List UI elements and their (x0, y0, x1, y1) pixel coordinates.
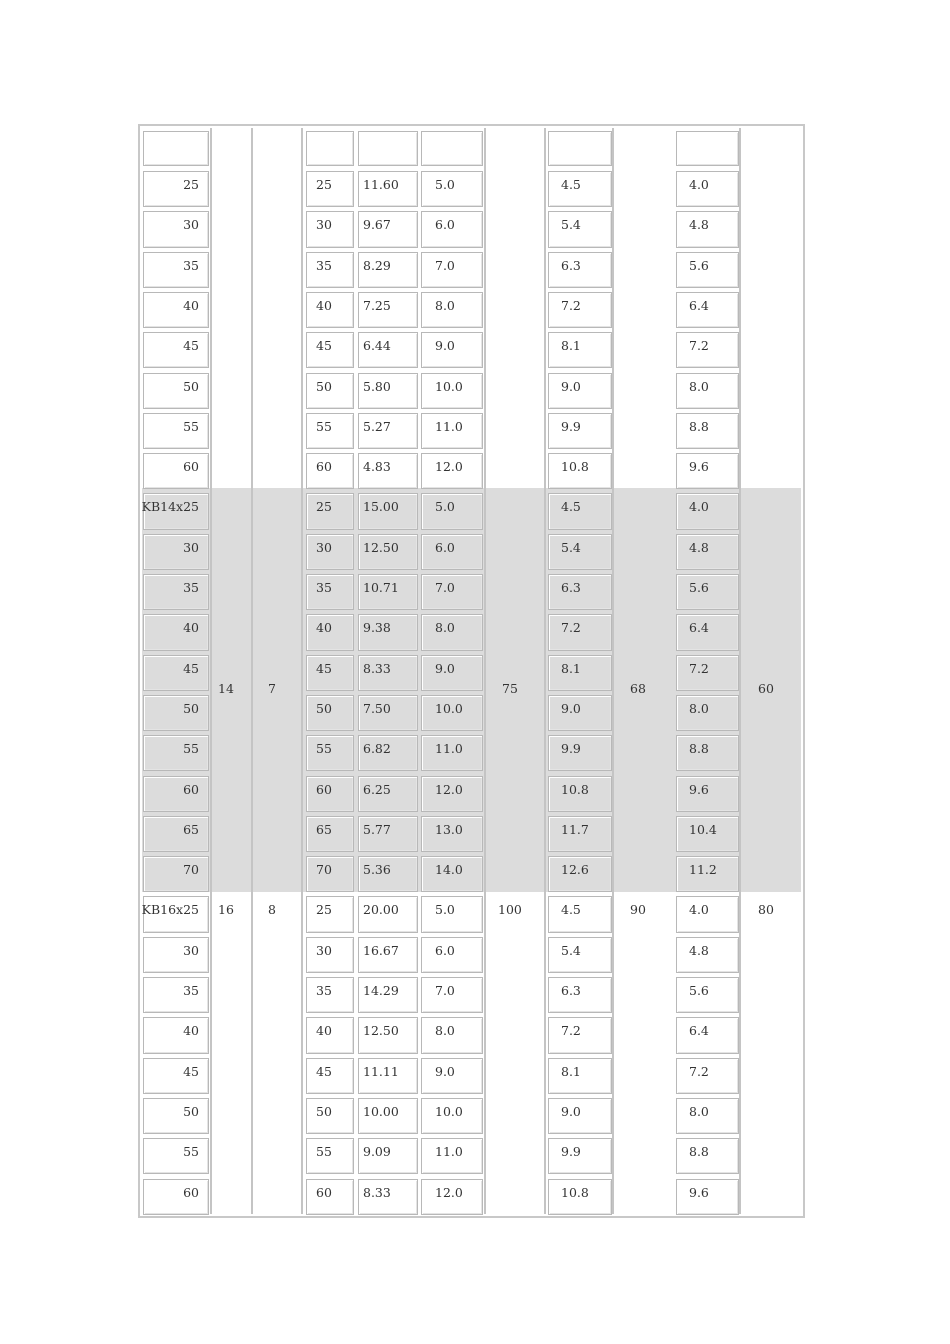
table-cell (143, 1138, 209, 1174)
cell-value: 30 (316, 217, 332, 233)
cell-value: 45 (183, 338, 199, 354)
cell-value: 40 (316, 297, 332, 313)
cell-value: 12.50 (363, 539, 399, 555)
cell-value: 7.0 (435, 983, 455, 998)
table-cell (143, 695, 209, 731)
cell-value: 5.0 (435, 902, 455, 918)
cell-value: 8.33 (363, 660, 391, 676)
cell-value: 9.0 (561, 378, 581, 394)
table-cell (143, 171, 209, 207)
cell-value: 7.0 (435, 580, 455, 595)
cell-value: 5.27 (363, 418, 391, 434)
cell-value: 12.0 (435, 459, 463, 475)
table-cell (143, 453, 209, 489)
cell-value: 9.0 (561, 1103, 581, 1119)
cell-value: 60 (316, 781, 332, 797)
table-cell (143, 735, 209, 771)
cell-value: 10.8 (561, 781, 589, 797)
cell-value: 6.3 (561, 580, 581, 595)
cell-value: 35 (183, 580, 199, 595)
cell-value: 4.5 (561, 499, 581, 515)
table-cell (143, 1017, 209, 1053)
cell-value: 5.0 (435, 499, 455, 515)
table-cell (143, 977, 209, 1013)
cell-value: 55 (183, 741, 199, 757)
cell-value: 10.8 (561, 1184, 589, 1200)
cell-value: 9.09 (363, 1144, 391, 1160)
table-cell (143, 252, 209, 288)
cell-value: 55 (316, 418, 332, 434)
table-cell (143, 332, 209, 368)
cell-value: 11.0 (435, 741, 463, 757)
header-cell (358, 131, 418, 166)
cell-value: 4.83 (363, 459, 391, 475)
table-cell (143, 534, 209, 570)
table-cell (143, 211, 209, 247)
header-cell (421, 131, 483, 166)
cell-value: 6.3 (561, 983, 581, 998)
cell-value: 50 (183, 1103, 199, 1119)
cell-value: 50 (183, 700, 199, 716)
span-value-kb16x25-col8: 90 (630, 902, 646, 917)
header-cell (143, 131, 209, 166)
cell-value: 40 (316, 1023, 332, 1039)
cell-value: 8.8 (689, 1144, 709, 1160)
cell-value: 6.3 (561, 257, 581, 273)
cell-value: 12.0 (435, 781, 463, 797)
table-cell (143, 373, 209, 409)
cell-value: 25 (316, 499, 332, 515)
cell-value: 8.29 (363, 257, 391, 273)
table-cell (143, 1179, 209, 1215)
cell-value: 35 (316, 257, 332, 273)
cell-value: 40 (316, 620, 332, 636)
cell-value: 10.8 (561, 459, 589, 475)
cell-value: 50 (316, 1103, 332, 1119)
table-cell (143, 1098, 209, 1134)
table-cell (143, 856, 209, 892)
group-label: KB14x25 (141, 499, 199, 515)
cell-value: 11.60 (363, 177, 399, 192)
table-cell (143, 776, 209, 812)
cell-value: 9.38 (363, 620, 391, 636)
cell-value: 9.0 (435, 1063, 455, 1079)
table-cell (143, 413, 209, 449)
column-divider (544, 128, 546, 1214)
cell-value: 9.67 (363, 217, 391, 233)
table-cell (143, 1058, 209, 1094)
cell-value: 5.0 (435, 177, 455, 192)
cell-value: 40 (183, 297, 199, 313)
cell-value: 15.00 (363, 499, 399, 515)
table-cell (143, 614, 209, 650)
cell-value: 9.9 (561, 418, 581, 434)
header-cell (676, 131, 739, 166)
cell-value: 35 (316, 983, 332, 998)
table-cell (143, 292, 209, 328)
cell-value: 7.2 (689, 338, 709, 354)
table-cell (143, 816, 209, 852)
cell-value: 10.4 (689, 821, 717, 837)
table-cell (143, 655, 209, 691)
cell-value: 8.0 (435, 297, 455, 313)
cell-value: 5.4 (561, 942, 581, 958)
cell-value: 8.0 (435, 1023, 455, 1039)
data-table (138, 124, 805, 1218)
cell-value: 25 (316, 177, 332, 192)
cell-value: 6.0 (435, 942, 455, 958)
cell-value: 8.1 (561, 338, 581, 354)
cell-value: 55 (183, 1144, 199, 1160)
cell-value: 5.6 (689, 983, 709, 998)
cell-value: 50 (316, 700, 332, 716)
cell-value: 10.0 (435, 700, 463, 716)
cell-value: 55 (316, 1144, 332, 1160)
cell-value: 14.0 (435, 862, 463, 878)
cell-value: 60 (316, 459, 332, 475)
cell-value: 5.4 (561, 217, 581, 233)
cell-value: 25 (316, 902, 332, 918)
cell-value: 5.77 (363, 821, 391, 837)
cell-value: 30 (183, 942, 199, 958)
cell-value: 4.0 (689, 499, 709, 515)
header-cell (306, 131, 354, 166)
span-value-kb16x25-col10: 80 (758, 902, 774, 917)
header-cell (548, 131, 612, 166)
cell-value: 20.00 (363, 902, 399, 918)
span-value-kb16x25-col2: 8 (268, 902, 276, 917)
cell-value: 7.2 (561, 1023, 581, 1039)
table-cell (143, 574, 209, 610)
cell-value: 60 (183, 1184, 199, 1200)
cell-value: 4.8 (689, 539, 709, 555)
cell-value: 6.4 (689, 297, 709, 313)
cell-value: 60 (316, 1184, 332, 1200)
span-value-kb14x25-col6: 75 (502, 681, 518, 696)
cell-value: 10.00 (363, 1103, 399, 1119)
cell-value: 8.1 (561, 1063, 581, 1079)
cell-value: 6.0 (435, 539, 455, 555)
cell-value: 14.29 (363, 983, 399, 998)
cell-value: 5.4 (561, 539, 581, 555)
cell-value: 10.0 (435, 1103, 463, 1119)
cell-value: 45 (316, 1063, 332, 1079)
cell-value: 4.5 (561, 177, 581, 192)
column-divider (612, 128, 614, 1214)
cell-value: 8.0 (435, 620, 455, 636)
cell-value: 10.0 (435, 378, 463, 394)
cell-value: 11.11 (363, 1063, 399, 1079)
cell-value: 5.6 (689, 257, 709, 273)
cell-value: 4.0 (689, 902, 709, 918)
cell-value: 11.7 (561, 821, 589, 837)
cell-value: 8.33 (363, 1184, 391, 1200)
cell-value: 6.4 (689, 620, 709, 636)
cell-value: 50 (316, 378, 332, 394)
column-divider (251, 128, 253, 1214)
table-cell (143, 937, 209, 973)
cell-value: 30 (316, 539, 332, 555)
cell-value: 4.8 (689, 942, 709, 958)
cell-value: 45 (183, 660, 199, 676)
cell-value: 12.50 (363, 1023, 399, 1039)
cell-value: 8.0 (689, 378, 709, 394)
column-divider (301, 128, 303, 1214)
cell-value: 7.25 (363, 297, 391, 313)
cell-value: 40 (183, 1023, 199, 1039)
cell-value: 11.0 (435, 1144, 463, 1160)
cell-value: 4.8 (689, 217, 709, 233)
cell-value: 9.6 (689, 459, 709, 475)
cell-value: 8.1 (561, 660, 581, 676)
cell-value: 7.50 (363, 700, 391, 716)
cell-value: 8.8 (689, 418, 709, 434)
cell-value: 11.2 (689, 862, 717, 878)
cell-value: 12.0 (435, 1184, 463, 1200)
cell-value: 5.36 (363, 862, 391, 878)
cell-value: 8.8 (689, 741, 709, 757)
cell-value: 7.2 (561, 620, 581, 636)
cell-value: 35 (183, 983, 199, 998)
cell-value: 10.71 (363, 580, 399, 595)
cell-value: 60 (183, 459, 199, 475)
cell-value: 9.0 (435, 660, 455, 676)
column-divider (739, 128, 741, 1214)
cell-value: 8.0 (689, 1103, 709, 1119)
cell-value: 6.4 (689, 1023, 709, 1039)
column-divider (210, 128, 212, 1214)
cell-value: 30 (183, 217, 199, 233)
cell-value: 4.0 (689, 177, 709, 192)
span-value-kb14x25-col8: 68 (630, 681, 646, 696)
cell-value: 30 (316, 942, 332, 958)
cell-value: 7.2 (689, 660, 709, 676)
cell-value: 12.6 (561, 862, 589, 878)
cell-value: 4.5 (561, 902, 581, 918)
cell-value: 9.9 (561, 1144, 581, 1160)
cell-value: 9.9 (561, 741, 581, 757)
cell-value: 7.2 (689, 1063, 709, 1079)
cell-value: 6.25 (363, 781, 391, 797)
span-value-kb16x25-col1: 16 (218, 902, 234, 917)
cell-value: 25 (183, 177, 199, 192)
cell-value: 55 (316, 741, 332, 757)
cell-value: 9.0 (561, 700, 581, 716)
cell-value: 6.82 (363, 741, 391, 757)
cell-value: 5.80 (363, 378, 391, 394)
cell-value: 70 (183, 862, 199, 878)
cell-value: 35 (183, 257, 199, 273)
cell-value: 16.67 (363, 942, 399, 958)
cell-value: 7.0 (435, 257, 455, 273)
cell-value: 45 (316, 338, 332, 354)
cell-value: 6.44 (363, 338, 391, 354)
cell-value: 9.6 (689, 1184, 709, 1200)
cell-value: 35 (316, 580, 332, 595)
cell-value: 55 (183, 418, 199, 434)
cell-value: 9.0 (435, 338, 455, 354)
cell-value: 13.0 (435, 821, 463, 837)
column-divider (484, 128, 486, 1214)
group-label: KB16x25 (141, 902, 199, 918)
cell-value: 11.0 (435, 418, 463, 434)
cell-value: 70 (316, 862, 332, 878)
cell-value: 65 (316, 821, 332, 837)
cell-value: 8.0 (689, 700, 709, 716)
span-value-kb14x25-col10: 60 (758, 681, 774, 696)
cell-value: 30 (183, 539, 199, 555)
cell-value: 6.0 (435, 217, 455, 233)
span-value-kb14x25-col1: 14 (218, 681, 234, 696)
cell-value: 40 (183, 620, 199, 636)
span-value-kb14x25-col2: 7 (268, 681, 276, 696)
span-value-kb16x25-col6: 100 (498, 902, 522, 917)
cell-value: 45 (316, 660, 332, 676)
cell-value: 7.2 (561, 297, 581, 313)
cell-value: 45 (183, 1063, 199, 1079)
cell-value: 50 (183, 378, 199, 394)
cell-value: 60 (183, 781, 199, 797)
cell-value: 9.6 (689, 781, 709, 797)
cell-value: 65 (183, 821, 199, 837)
cell-value: 5.6 (689, 580, 709, 595)
